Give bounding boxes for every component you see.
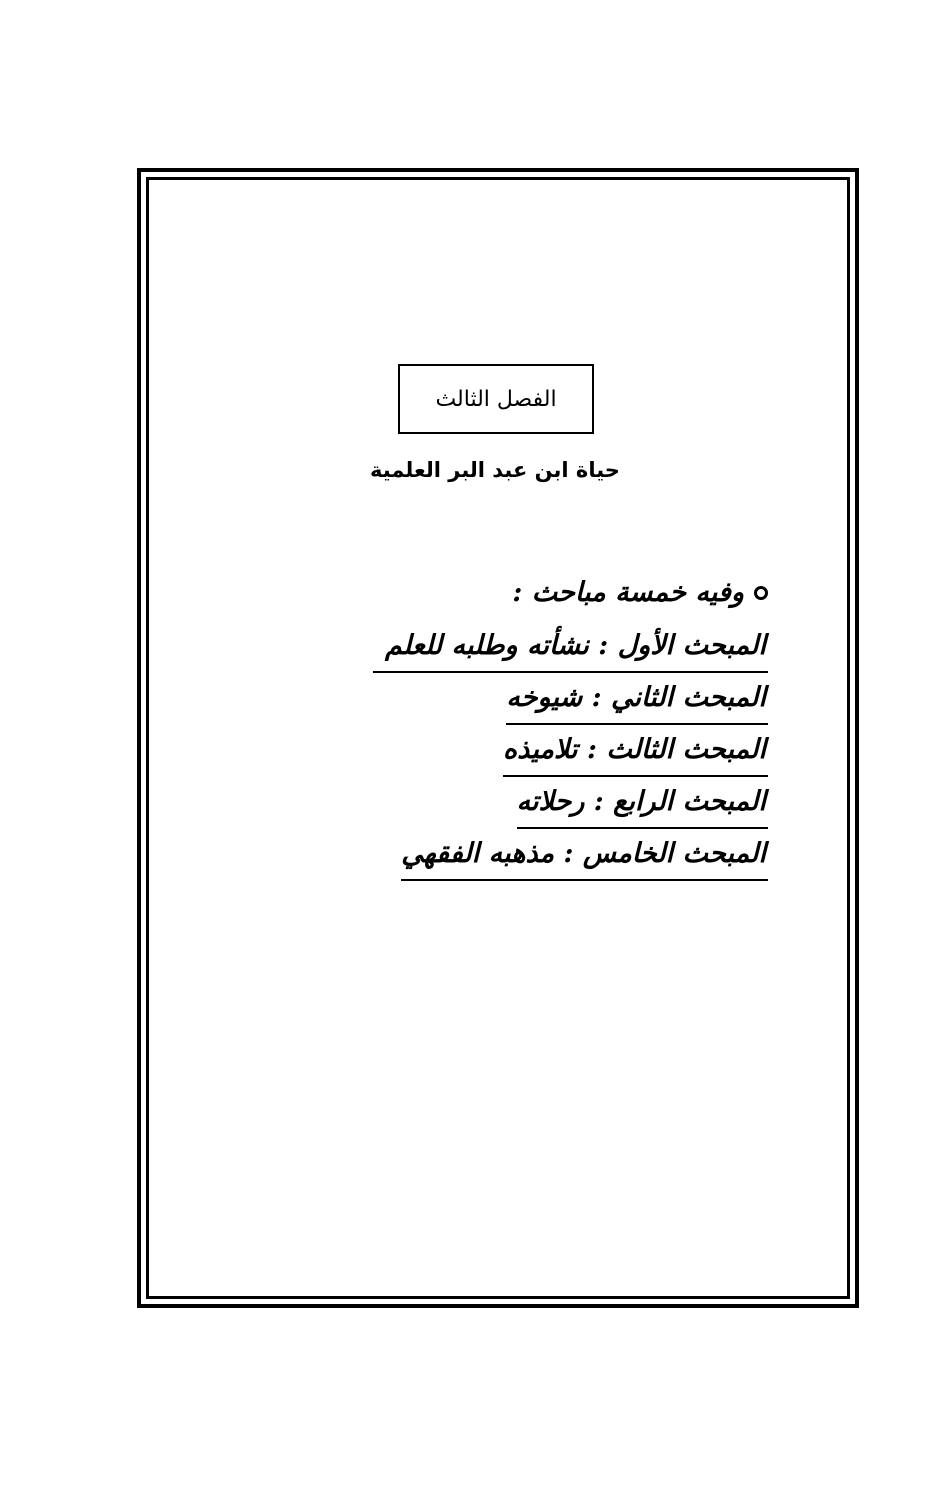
chapter-subtitle: حياة ابن عبد البر العلمية (370, 458, 620, 482)
section-item-5: المبحث الخامس : مذهبه الفقهي (368, 833, 768, 885)
section-list (368, 625, 768, 885)
chapter-title: الفصل الثالث (435, 386, 557, 412)
circle-bullet-icon (754, 586, 768, 600)
section-item-2: المبحث الثاني : شيوخه (368, 677, 768, 729)
section-item-3: المبحث الثالث : تلاميذه (368, 729, 768, 781)
section-item-4: المبحث الرابع : رحلاته (368, 781, 768, 833)
sections-intro (512, 577, 768, 608)
chapter-title-box (398, 364, 594, 434)
sections-intro-text: وفيه خمسة مباحث : (512, 577, 744, 608)
section-item-1: المبحث الأول : نشأته وطلبه للعلم (368, 625, 768, 677)
